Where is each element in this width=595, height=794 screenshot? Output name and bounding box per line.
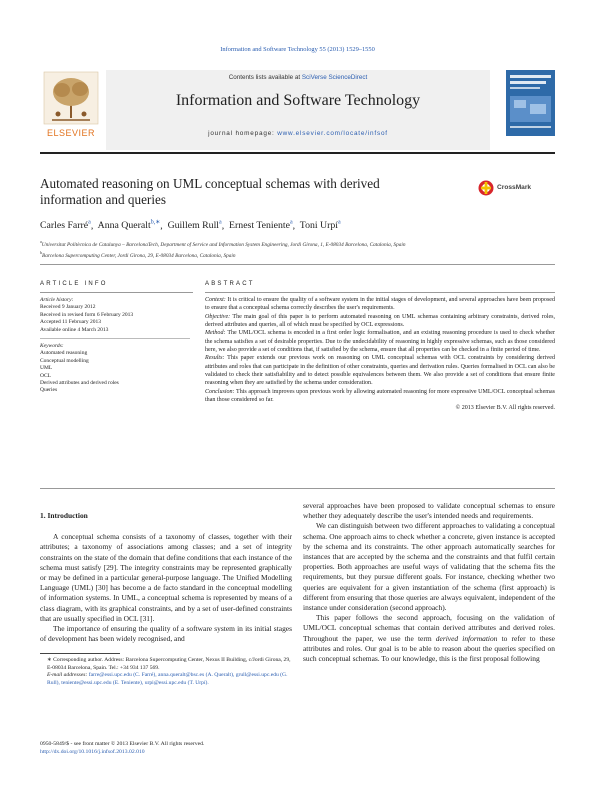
article-info-separator <box>40 338 190 339</box>
contents-line <box>106 74 490 81</box>
email-links[interactable]: farre@essi.upc.edu (C. Farré), anna.queralt@bsc.es (A. Queralt), grull@essi.upc.edu (G. Rull), teniente@essi.upc.edu (E. Teniente), urpi@essi.upc.edu (T. Urpí). <box>47 672 288 686</box>
author-1[interactable]: Carles Farré$^a$ <box>40 220 91 232</box>
abstract-body <box>205 296 555 413</box>
intro-paragraph-2: The importance of ensuring the quality of a software system in its initial stages of development has been widely recognised, and <box>40 624 292 644</box>
abstract-heading: ABSTRACT <box>205 281 255 287</box>
history-item: Received in revised form 6 February 2013 <box>40 311 134 318</box>
journal-cover-thumbnail <box>506 70 555 136</box>
history-item: Available online 4 March 2013 <box>40 326 109 333</box>
affiliations <box>40 238 555 260</box>
homepage-link[interactable]: www.elsevier.com/locate/infsof <box>277 130 388 137</box>
history-item: Received 9 January 2012 <box>40 304 96 311</box>
author-3[interactable]: Guillem Rull$^a$ <box>167 220 222 232</box>
body-column-left <box>40 511 292 644</box>
history-item: Accepted 11 February 2013 <box>40 319 102 326</box>
crossmark-icon <box>478 179 494 197</box>
author-5[interactable]: Toni Urpí$^a$ <box>299 220 341 232</box>
doi-link[interactable]: http://dx.doi.org/10.1016/j.infsof.2013.02.010 <box>40 749 145 755</box>
abstract-conclusion: Conclusion: This approach improves upon previous work by allowing automated reasoning for more expressive UML/OCL conceptual schemas than those considered so far. <box>205 388 555 404</box>
running-head[interactable]: Information and Software Technology 55 (2013) 1529–1550 <box>220 46 375 53</box>
keyword-item: OCL <box>40 372 51 379</box>
keyword-item: Conceptual modelling <box>40 357 89 364</box>
contents-prefix: Contents lists available at <box>228 74 302 81</box>
affiliation-a: $^a$Universitat Politècnica de Catalunya – BarcelonaTech, Department of Service and Information System Engineering, Jordi Girona, 1, E-08034 Barcelona, Catalonia, Spain <box>40 239 406 248</box>
crossmark-label: CrossMark <box>497 184 532 191</box>
sciencedirect-link[interactable]: SciVerse ScienceDirect <box>301 74 368 81</box>
article-title-line-2: information and queries <box>40 192 166 207</box>
intro-paragraph-2-continued: several approaches have been proposed to validate conceptual schemas to ensure whether they adequately describe the user's intended needs and requirements. <box>303 501 555 521</box>
crossmark-button[interactable] <box>478 179 546 197</box>
keyword-item: Derived attributes and derived roles <box>40 380 119 387</box>
abstract-bottom-rule <box>40 488 555 489</box>
article-info-heading: ARTICLE INFO <box>40 281 108 287</box>
homepage-line <box>106 130 490 137</box>
footnotes <box>40 657 292 687</box>
article-info-column <box>40 297 190 395</box>
abstract-objective: Objective: The main goal of this paper is to perform automated reasoning on UML schemas containing arbitrary constraints, derived roles, derived attributes and queries, all of which must be specified by OCL expressions. <box>205 313 556 329</box>
intro-paragraph-4: This paper follows the second approach, focusing on the validation of UML/OCL conceptual schemas that contain derived attributes and derived roles. Throughout the paper, we use the term derived information to refer to these attributes and roles. Our goal is to be able to reason about the queries specified on such conceptual schemas. To our knowledge, this is the first proposal following <box>303 613 555 664</box>
issn-line: 0950-5849/$ - see front matter © 2013 Elsevier B.V. All rights reserved. <box>40 741 205 747</box>
intro-paragraph-1: A conceptual schema consists of a taxonomy of classes, together with their attributes; a taxonomy of associations among classes; and a set of integrity constraints on the state of the domain that define conditions that each instance of the schema must satisfy [29]. The integrity constraints may be represented graphically or may be defined in a particular general-purpose language. The Unified Modelling Language (UML) [30] has become a de facto standard in the conceptual modelling of information systems. In UML, a conceptual schema is represented by means of a class diagram, with its graphical constraints, and by a set of user-defined constraints that are usually specified in OCL [31]. <box>40 532 292 623</box>
author-list: Carles Farré$^a$, Anna Queralt$^{b,∗}$, Guillem Rull$^a$, Ernest Teniente$^a$, Toni Urpí$^a$ <box>40 220 341 232</box>
affiliation-b: $^b$Barcelona Supercomputing Center, Jordi Girona, 29, E-08034 Barcelona, Catalonia, Spain <box>40 249 236 259</box>
history-label: Article history: <box>40 297 74 303</box>
masthead-box <box>106 70 490 150</box>
author-2[interactable]: Anna Queralt$^{b,∗}$ <box>97 220 161 232</box>
abstract-results: Results: This paper extends our previous work on reasoning on UML conceptual schemas with OCL constraints by considering derived attributes and roles that can participate in the definition of other constraints, queries and derivation rules. Queries formalised in OCL can also be validated to check their satisfiability and to detect possible equivalences between them. We also provide a set of conditions that ensure finite reasoning when they are satisfied by the schema under consideration. <box>205 355 555 387</box>
journal-masthead-band <box>40 70 555 150</box>
journal-title: Information and Software Technology <box>175 92 421 109</box>
affiliation-divider <box>40 264 555 265</box>
legal-footer <box>40 740 340 756</box>
abstract-copyright: © 2013 Elsevier B.V. All rights reserved. <box>455 405 555 412</box>
footnote-rule <box>40 653 120 654</box>
article-info-rule <box>40 292 193 293</box>
body-column-right <box>303 501 555 664</box>
abstract-method: Method: The UML/OCL schema is encoded in a first order logic formalisation, and an existing reasoning procedure is used to check whether the schema satisfies a set of desirable properties. Due to the undecidability of reasoning in highly expressive schemas, such as those considered here, we also provide a set of conditions that, if satisfied by the schema, ensure that all properties can be checked in a finite period of time. <box>205 330 556 354</box>
keyword-item: Automated reasoning <box>40 350 88 357</box>
publisher-name: ELSEVIER <box>46 128 96 138</box>
keyword-item: Queries <box>40 387 58 394</box>
abstract-context: Context: It is critical to ensure the quality of a software system in the initial stages of development, and several approaches have been proposed to ensure that a conceptual schema correctly describes the user's requirements. <box>205 297 556 312</box>
article-title <box>40 176 420 208</box>
author-4[interactable]: Ernest Teniente$^a$ <box>229 220 293 232</box>
email-addresses: E-mail addresses: farre@essi.upc.edu (C. Farré), anna.queralt@bsc.es (A. Queralt), grull@essi.upc.edu (G. Rull), teniente@essi.upc.edu (E. Teniente), urpi@essi.upc.edu (T. Urpí). <box>47 672 288 686</box>
section-heading-introduction: 1. Introduction <box>40 511 88 520</box>
intro-paragraph-3: We can distinguish between two different approaches to validating a conceptual schema. One approach aims to check whether a concrete, given instance is accepted by the schema and its constraints. The other approach automatically searches for instances that are accepted by the schema and the constraints and that fulfil certain properties. Both approaches are useful ways of validating that the schema fits the requirements, but they pursue different goals. For instance, checking whether two queries are equivalent for a given instantiation of the schema (first approach) is different from ensuring that those queries are always equivalent, independent of the instance under consideration (second approach). <box>303 521 555 613</box>
homepage-prefix: journal homepage: <box>208 130 278 137</box>
abstract-rule <box>205 292 555 293</box>
article-title-line-1: Automated reasoning on UML conceptual schemas with derived <box>40 176 380 191</box>
corresponding-author-note: ∗ Corresponding author. Address: Barcelona Supercomputing Center, Nexus II Building, c/Jordi Girona, 29, E-08034 Barcelona, Spain. Tel.: +34 934 137 569. <box>47 657 291 671</box>
keyword-item: UML <box>40 365 53 372</box>
keywords-label: Keywords: <box>40 343 64 350</box>
masthead-divider <box>40 152 555 154</box>
